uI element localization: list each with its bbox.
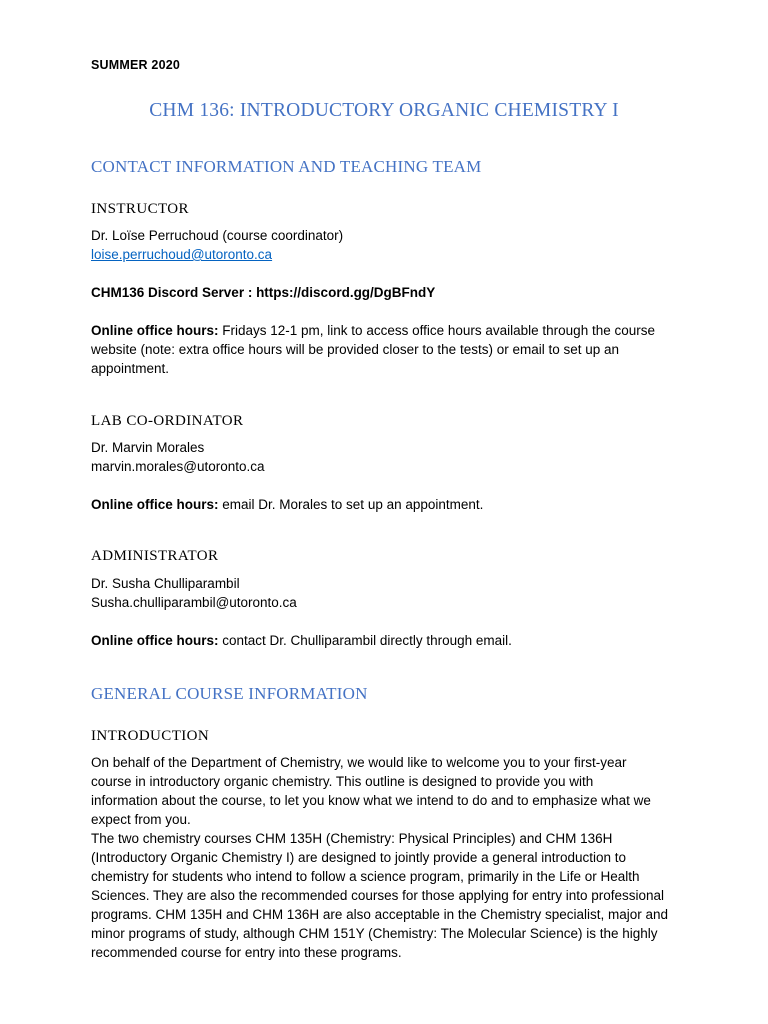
introduction-line: chemistry for students who intend to follow a science program, primarily in the Life or Health [91, 869, 640, 884]
introduction-line: recommended course for entry into these programs. [91, 945, 402, 960]
course-title: CHM 136: INTRODUCTORY ORGANIC CHEMISTRY I [149, 100, 619, 121]
office-hours-text-line: Fridays 12-1 pm, link to access office hours available through the course [218, 323, 655, 338]
office-hours-text-line: appointment. [91, 361, 170, 376]
office-hours-label: Online office hours: [91, 497, 219, 512]
instructor-name: Dr. Loïse Perruchoud (course coordinator) [91, 228, 344, 243]
introduction-heading: INTRODUCTION [91, 728, 210, 744]
instructor-heading: INSTRUCTOR [91, 201, 189, 217]
introduction-line: expect from you. [91, 812, 191, 827]
introduction-line: course in introductory organic chemistry. This outline is designed to provide you with [91, 774, 594, 789]
introduction-line: information about the course, to let you know what we intend to do and to emphasize what we [91, 793, 651, 808]
general-info-section-heading: GENERAL COURSE INFORMATION [91, 684, 368, 703]
office-hours-text: email Dr. Morales to set up an appointment. [218, 497, 484, 512]
introduction-line: minor programs of study, although CHM 151Y (Chemistry: The Molecular Science) is the highly [91, 926, 658, 941]
lab-coordinator-heading: LAB CO-ORDINATOR [91, 413, 244, 429]
instructor-office-hours [91, 321, 681, 378]
lab-coordinator-name: Dr. Marvin Morales [91, 440, 205, 455]
term-label: SUMMER 2020 [91, 58, 181, 72]
admin-office-hours [91, 631, 512, 650]
introduction-body [91, 753, 681, 962]
instructor-email-link[interactable]: loise.perruchoud@utoronto.ca [91, 247, 273, 262]
discord-server-line: CHM136 Discord Server : https://discord.gg/DgBFndY [91, 285, 436, 300]
administrator-heading: ADMINISTRATOR [91, 548, 219, 564]
introduction-line: programs. CHM 135H and CHM 136H are also acceptable in the Chemistry specialist, major and [91, 907, 668, 922]
introduction-line: Sciences. They are also the recommended courses for those applying for entry into professional [91, 888, 665, 903]
introduction-line: (Introductory Organic Chemistry I) are designed to jointly provide a general introduction to [91, 850, 627, 865]
lab-office-hours [91, 495, 483, 514]
administrator-name: Dr. Susha Chulliparambil [91, 576, 240, 591]
administrator-email: Susha.chulliparambil@utoronto.ca [91, 595, 297, 610]
introduction-line: The two chemistry courses CHM 135H (Chemistry: Physical Principles) and CHM 136H [91, 831, 613, 846]
contact-section-heading: CONTACT INFORMATION AND TEACHING TEAM [91, 157, 482, 176]
office-hours-label: Online office hours: [91, 323, 219, 338]
office-hours-label: Online office hours: [91, 633, 219, 648]
lab-coordinator-email: marvin.morales@utoronto.ca [91, 459, 265, 474]
office-hours-text: contact Dr. Chulliparambil directly through email. [218, 633, 512, 648]
introduction-line: On behalf of the Department of Chemistry, we would like to welcome you to your first-year [91, 755, 627, 770]
office-hours-text-line: website (note: extra office hours will be provided closer to the tests) or email to set up an [91, 342, 620, 357]
